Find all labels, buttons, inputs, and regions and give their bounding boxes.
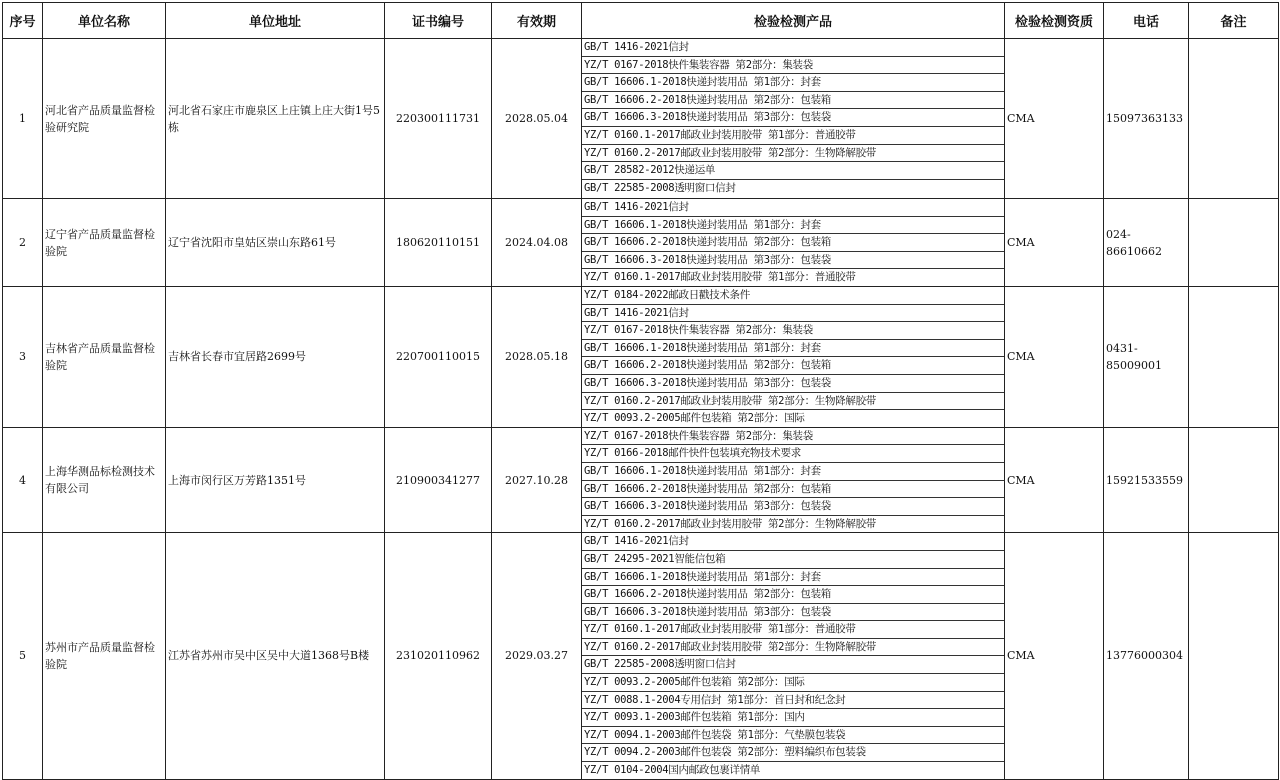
row-phone: 15097363133 [1104, 39, 1189, 199]
product-item: GB/T 16606.3-2018快递封装用品 第3部分：包装袋 [582, 109, 1004, 127]
header-name: 单位名称 [43, 3, 166, 39]
product-item: GB/T 1416-2021信封 [582, 39, 1004, 57]
product-item: GB/T 16606.2-2018快递封装用品 第2部分：包装箱 [582, 234, 1004, 252]
row-qual: CMA [1005, 39, 1104, 199]
row-address: 辽宁省沈阳市皇姑区崇山东路61号 [166, 199, 385, 287]
row-qual: CMA [1005, 199, 1104, 287]
header-valid: 有效期 [492, 3, 582, 39]
row-seq: 5 [3, 533, 43, 779]
header-seq: 序号 [3, 3, 43, 39]
row-name: 吉林省产品质量监督检验院 [43, 287, 166, 428]
product-item: GB/T 16606.1-2018快递封装用品 第1部分：封套 [582, 217, 1004, 235]
product-item: GB/T 16606.1-2018快递封装用品 第1部分：封套 [582, 340, 1004, 358]
product-item: YZ/T 0167-2018快件集装容器 第2部分：集装袋 [582, 57, 1004, 75]
row-valid: 2027.10.28 [492, 427, 582, 533]
table-row [3, 199, 1279, 287]
row-cert: 231020110962 [385, 533, 492, 779]
row-seq: 4 [3, 427, 43, 533]
product-item: GB/T 16606.3-2018快递封装用品 第3部分：包装袋 [582, 375, 1004, 393]
table-row [3, 427, 1279, 533]
product-item: GB/T 16606.1-2018快递封装用品 第1部分：封套 [582, 463, 1004, 481]
product-item: GB/T 22585-2008透明窗口信封 [582, 656, 1004, 674]
product-item: YZ/T 0167-2018快件集装容器 第2部分：集装袋 [582, 428, 1004, 446]
product-item: YZ/T 0088.1-2004专用信封 第1部分：首日封和纪念封 [582, 692, 1004, 710]
header-qual: 检验检测资质 [1005, 3, 1104, 39]
product-item: GB/T 16606.1-2018快递封装用品 第1部分：封套 [582, 74, 1004, 92]
row-address: 河北省石家庄市鹿泉区上庄镇上庄大街1号5栋 [166, 39, 385, 199]
row-name: 苏州市产品质量监督检验院 [43, 533, 166, 779]
row-address: 上海市闵行区万芳路1351号 [166, 427, 385, 533]
row-note [1189, 427, 1279, 533]
product-item: YZ/T 0160.2-2017邮政业封装用胶带 第2部分：生物降解胶带 [584, 517, 876, 530]
product-item: GB/T 1416-2021信封 [582, 305, 1004, 323]
product-item: YZ/T 0160.1-2017邮政业封装用胶带 第1部分：普通胶带 [582, 127, 1004, 145]
row-products [582, 533, 1005, 779]
table-row [3, 533, 1279, 779]
row-note [1189, 533, 1279, 779]
product-item: GB/T 16606.1-2018快递封装用品 第1部分：封套 [582, 569, 1004, 587]
header-row [3, 3, 1279, 39]
row-products [582, 39, 1005, 199]
table-row [3, 39, 1279, 199]
product-item: YZ/T 0104-2004国内邮政包裹详情单 [584, 764, 761, 777]
row-valid: 2029.03.27 [492, 533, 582, 779]
table-row [3, 287, 1279, 428]
row-phone: 13776000304 [1104, 533, 1189, 779]
product-item: YZ/T 0093.2-2005邮件包装箱 第2部分：国际 [584, 412, 805, 425]
row-seq: 3 [3, 287, 43, 428]
row-products [582, 287, 1005, 428]
row-valid: 2028.05.04 [492, 39, 582, 199]
row-cert: 210900341277 [385, 427, 492, 533]
row-name: 上海华测品标检测技术有限公司 [43, 427, 166, 533]
row-seq: 2 [3, 199, 43, 287]
row-seq: 1 [3, 39, 43, 199]
row-qual: CMA [1005, 427, 1104, 533]
product-item: YZ/T 0184-2022邮政日戳技术条件 [582, 287, 1004, 305]
header-products: 检验检测产品 [582, 3, 1005, 39]
product-item: GB/T 16606.2-2018快递封装用品 第2部分：包装箱 [582, 92, 1004, 110]
product-item: GB/T 22585-2008透明窗口信封 [584, 181, 736, 194]
product-item: YZ/T 0160.2-2017邮政业封装用胶带 第2部分：生物降解胶带 [582, 145, 1004, 163]
product-item: GB/T 16606.2-2018快递封装用品 第2部分：包装箱 [582, 357, 1004, 375]
product-item: GB/T 24295-2021智能信包箱 [582, 551, 1004, 569]
product-item: GB/T 16606.2-2018快递封装用品 第2部分：包装箱 [582, 481, 1004, 499]
row-name: 辽宁省产品质量监督检验院 [43, 199, 166, 287]
row-qual: CMA [1005, 287, 1104, 428]
product-item: GB/T 16606.3-2018快递封装用品 第3部分：包装袋 [582, 498, 1004, 516]
row-cert: 220300111731 [385, 39, 492, 199]
row-products [582, 427, 1005, 533]
row-phone: 0431-85009001 [1104, 287, 1189, 428]
row-address: 吉林省长春市宜居路2699号 [166, 287, 385, 428]
product-item: GB/T 1416-2021信封 [582, 199, 1004, 217]
row-note [1189, 287, 1279, 428]
product-item: YZ/T 0094.1-2003邮件包装袋 第1部分：气垫膜包装袋 [582, 727, 1004, 745]
product-item: YZ/T 0094.2-2003邮件包装袋 第2部分：塑料编织布包装袋 [582, 744, 1004, 762]
product-item: GB/T 16606.3-2018快递封装用品 第3部分：包装袋 [582, 604, 1004, 622]
product-item: GB/T 28582-2012快递运单 [582, 162, 1004, 180]
row-cert: 220700110015 [385, 287, 492, 428]
product-item: YZ/T 0166-2018邮件快件包装填充物技术要求 [582, 445, 1004, 463]
row-phone: 15921533559 [1104, 427, 1189, 533]
row-valid: 2024.04.08 [492, 199, 582, 287]
product-item: YZ/T 0093.2-2005邮件包装箱 第2部分：国际 [582, 674, 1004, 692]
product-item: YZ/T 0160.2-2017邮政业封装用胶带 第2部分：生物降解胶带 [582, 639, 1004, 657]
product-item: YZ/T 0167-2018快件集装容器 第2部分：集装袋 [582, 322, 1004, 340]
row-note [1189, 39, 1279, 199]
row-note [1189, 199, 1279, 287]
header-note: 备注 [1189, 3, 1279, 39]
product-item: GB/T 1416-2021信封 [582, 533, 1004, 551]
row-phone: 024-86610662 [1104, 199, 1189, 287]
header-cert: 证书编号 [385, 3, 492, 39]
product-item: GB/T 16606.2-2018快递封装用品 第2部分：包装箱 [582, 586, 1004, 604]
row-name: 河北省产品质量监督检验研究院 [43, 39, 166, 199]
product-item: YZ/T 0160.1-2017邮政业封装用胶带 第1部分：普通胶带 [582, 621, 1004, 639]
row-qual: CMA [1005, 533, 1104, 779]
product-item: YZ/T 0160.2-2017邮政业封装用胶带 第2部分：生物降解胶带 [582, 393, 1004, 411]
product-item: YZ/T 0093.1-2003邮件包装箱 第1部分：国内 [582, 709, 1004, 727]
header-phone: 电话 [1104, 3, 1189, 39]
row-address: 江苏省苏州市吴中区吴中大道1368号B楼 [166, 533, 385, 779]
product-item: YZ/T 0160.1-2017邮政业封装用胶带 第1部分：普通胶带 [584, 271, 856, 284]
product-item: GB/T 16606.3-2018快递封装用品 第3部分：包装袋 [582, 252, 1004, 270]
row-products [582, 199, 1005, 287]
header-address: 单位地址 [166, 3, 385, 39]
lab-list-table [2, 2, 1279, 780]
row-cert: 180620110151 [385, 199, 492, 287]
row-valid: 2028.05.18 [492, 287, 582, 428]
